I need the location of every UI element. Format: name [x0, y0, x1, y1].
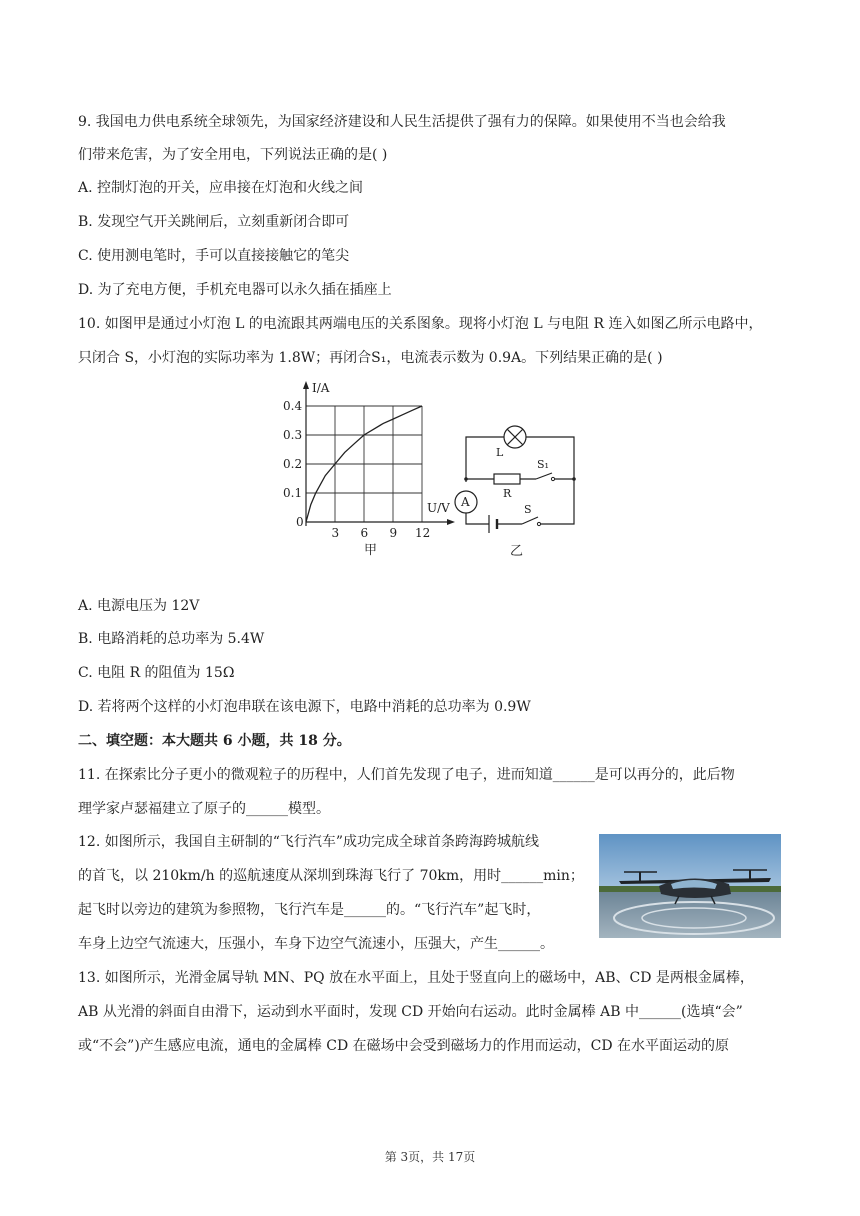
- switch-s-icon: [522, 517, 541, 526]
- lamp-label: L: [496, 446, 504, 459]
- y-tick-label: 0.4: [283, 399, 303, 413]
- q13-line1: 13. 如图所示，光滑金属导轨 MN、PQ 放在水平面上，且处于竖直向上的磁场中，AB、CD 是两根金属棒，: [78, 970, 754, 986]
- flying-car-photo: [599, 834, 781, 938]
- q10-stem-line1: 10. 如图甲是通过小灯泡 L 的电流跟其两端电压的关系图象。现将小灯泡 L 与电阻 R 连入如图乙所示电路中，: [78, 316, 763, 332]
- ammeter-icon: [455, 491, 477, 513]
- q10-option-a: A. 电源电压为 12V: [78, 598, 200, 614]
- switch-s1-label: S₁: [537, 458, 549, 471]
- q12-line2: 的首飞，以 210km/h 的巡航速度从深圳到珠海飞行了 70km，用时______min；: [78, 868, 584, 884]
- origin-label: 0: [296, 515, 304, 529]
- battery-icon: [489, 515, 497, 533]
- q10-stem-line2: 只闭合 S，小灯泡的实际功率为 1.8W；再闭合S₁，电流表示数为 0.9A。下列结果正确的是( ): [78, 350, 663, 366]
- x-tick-label: 9: [389, 526, 398, 540]
- q11-line1: 11. 在探索比分子更小的微观粒子的历程中，人们首先发现了电子，进而知道______是可以再分的，此后物: [78, 767, 735, 783]
- q12-line4: 车身上边空气流速大，压强小，车身下边空气流速小，压强大，产生______。: [78, 936, 554, 952]
- switch-s-label: S: [524, 503, 532, 516]
- x-tick-label: 6: [360, 526, 369, 540]
- figure-jia-iu-graph: [280, 380, 460, 560]
- y-axis-label: I/A: [312, 381, 330, 395]
- bottom-wire: [466, 479, 574, 524]
- q10-option-c: C. 电阻 R 的阻值为 15Ω: [78, 665, 235, 681]
- q9-stem-line2: 们带来危害，为了安全用电，下列说法正确的是( ): [78, 147, 388, 163]
- y-tick-label: 0.2: [283, 457, 303, 471]
- q12-line1: 12. 如图所示，我国自主研制的“飞行汽车”成功完成全球首条跨海跨城航线: [78, 834, 540, 850]
- section-heading: 二、填空题：本大题共 6 小题，共 18 分。: [78, 733, 351, 749]
- x-axis-label: U/V: [427, 501, 450, 515]
- x-tick-label: 12: [415, 526, 431, 540]
- figure-jia-caption: 甲: [364, 543, 378, 558]
- q13-line3: 或“不会”)产生感应电流，通电的金属棒 CD 在磁场中会受到磁场力的作用而运动，CD 在水平面运动的原: [78, 1038, 729, 1054]
- page-footer: 第 3页，共 17页: [384, 1150, 476, 1164]
- q9-option-c: C. 使用测电笔时，手可以直接接触它的笔尖: [78, 248, 350, 264]
- q11-line2: 理学家卢瑟福建立了原子的______模型。: [78, 801, 330, 817]
- resistor-label: R: [503, 487, 512, 500]
- y-axis-arrow: [303, 381, 309, 389]
- resistor-icon: [494, 474, 520, 484]
- q9-option-a: A. 控制灯泡的开关，应串接在灯泡和火线之间: [78, 180, 364, 196]
- y-tick-label: 0.3: [283, 428, 303, 442]
- figure-yi-caption: 乙: [510, 544, 524, 559]
- ammeter-label: A: [461, 495, 470, 509]
- q9-option-d: D. 为了充电方便，手机充电器可以永久插在插座上: [78, 282, 392, 298]
- y-tick-label: 0.1: [283, 486, 303, 500]
- figure-yi-circuit: [452, 420, 582, 562]
- graph-grid: [306, 406, 422, 522]
- q12-line3: 起飞时以旁边的建筑为参照物，飞行汽车是______的。“飞行汽车”起飞时，: [78, 902, 541, 918]
- q9-stem-line1: 9. 我国电力供电系统全球领先，为国家经济建设和人民生活提供了强有力的保障。如果使用不当也会给我: [78, 114, 726, 130]
- q9-option-b: B. 发现空气开关跳闸后，立刻重新闭合即可: [78, 214, 350, 230]
- x-tick-label: 3: [331, 526, 340, 540]
- lamp-icon: [504, 426, 526, 448]
- q13-line2: AB 从光滑的斜面自由滑下，运动到水平面时，发现 CD 开始向右运动。此时金属棒 AB 中______(选填“会”: [78, 1004, 743, 1020]
- q10-option-b: B. 电路消耗的总功率为 5.4W: [78, 631, 265, 647]
- q10-option-d: D. 若将两个这样的小灯泡串联在该电源下，电路中消耗的总功率为 0.9W: [78, 699, 531, 715]
- switch-s1-icon: [536, 473, 576, 481]
